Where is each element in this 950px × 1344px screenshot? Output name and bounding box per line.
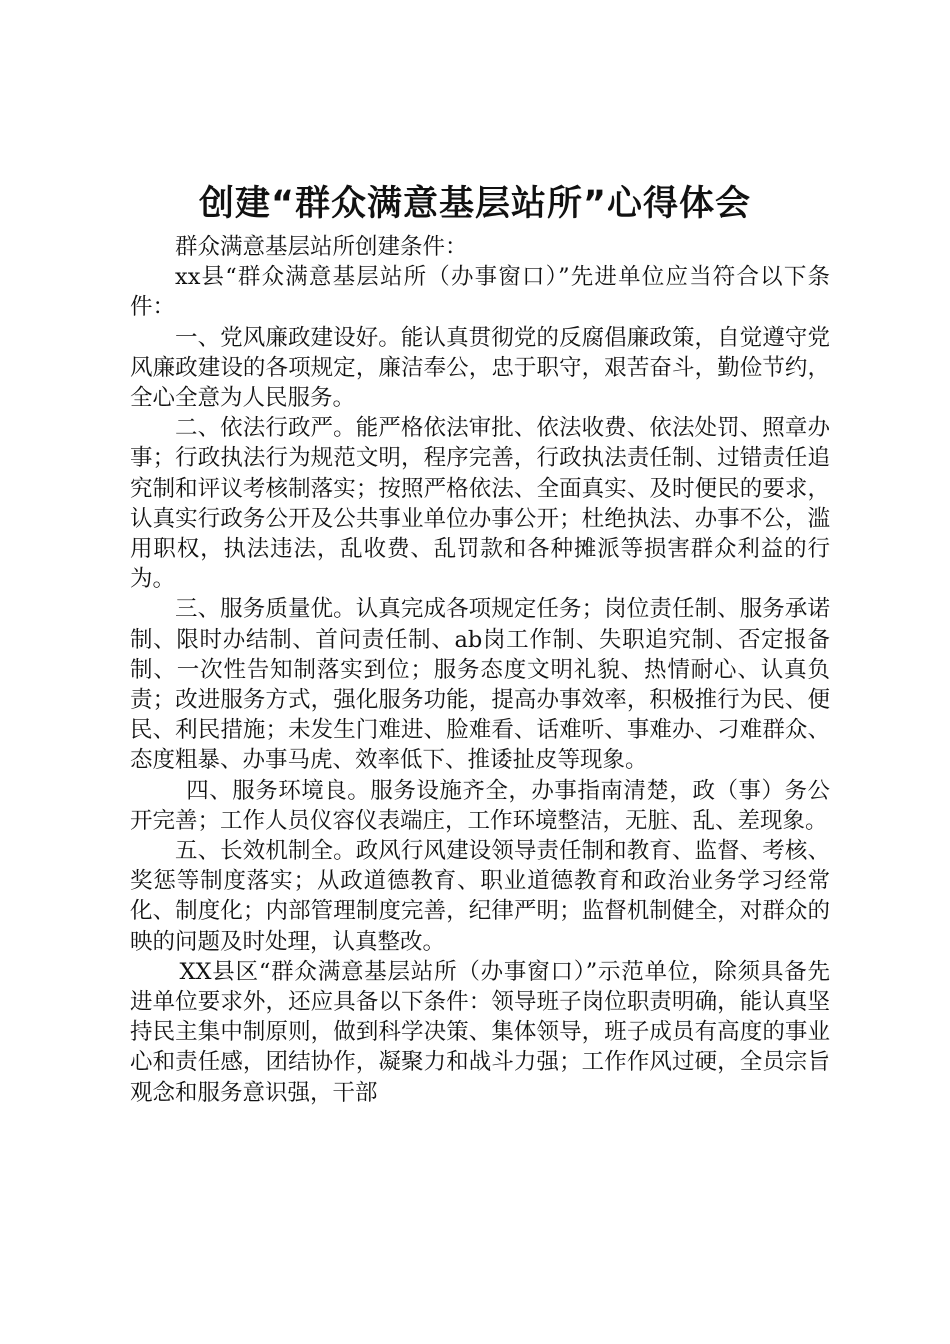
paragraph-creation-conditions: 群众满意基层站所创建条件： [175,234,468,260]
paragraph-service-environment: 四、服务环境良。服务设施齐全，办事指南清楚，政（事）务公开完善；工作人员仪容仪表端庄，工作环境整洁，无脏、乱、差现象。 [130,777,830,834]
document-body [130,232,830,1108]
paragraph-model-unit: XX县区“群众满意基层站所（办事窗口）”示范单位，除须具备先进单位要求外，还应具备以下条件：领导班子岗位职责明确，能认真坚持民主集中制原则，做到科学决策、集体领导，班子成员有高度的事业心和责任感，团结协作，凝聚力和战斗力强；工作作风过硬，全员宗旨观念和服务意识强，干部 [130,958,830,1106]
document-title: 创建“群众满意基层站所”心得体会 [198,184,751,224]
paragraph-long-term-mechanism: 五、长效机制全。政风行风建设领导责任制和教育、监督、考核、奖惩等制度落实；从政道德教育、职业道德教育和政治业务学习经常化、制度化；内部管理制度完善，纪律严明；监督机制健全，对群众的映的问题及时处理，认真整改。 [130,838,830,955]
paragraph-service-quality: 三、服务质量优。认真完成各项规定任务；岗位责任制、服务承诺制、限时办结制、首问责任制、ab岗工作制、失职追究制、否定报备制、一次性告知制落实到位；服务态度文明礼貌、热情耐心、认真负责；改进服务方式，强化服务功能，提高办事效率，积极推行为民、便民、利民措施；未发生门难进、脸难看、话难听、事难办、刁难群众、态度粗暴、办事马虎、效率低下、推诿扯皮等现象。 [130,596,830,774]
paragraph-clean-government: 一、党风廉政建设好。能认真贯彻党的反腐倡廉政策，自觉遵守党风廉政建设的各项规定，廉洁奉公，忠于职守，艰苦奋斗，勤俭节约，全心全意为人民服务。 [130,324,830,412]
paragraph-lawful-administration: 二、依法行政严。能严格依法审批、依法收费、依法处罚、照章办事；行政执法行为规范文明，程序完善，行政执法责任制、过错责任追究制和评议考核制落实；按照严格依法、全面真实、及时便民的要求，认真实行政务公开及公共事业单位办事公开；杜绝执法、办事不公，滥用职权，执法违法，乱收费、乱罚款和各种摊派等损害群众利益的行为。 [130,415,830,593]
paragraph-advanced-unit-intro: xx县“群众满意基层站所（办事窗口）”先进单位应当符合以下条件： [130,264,830,321]
